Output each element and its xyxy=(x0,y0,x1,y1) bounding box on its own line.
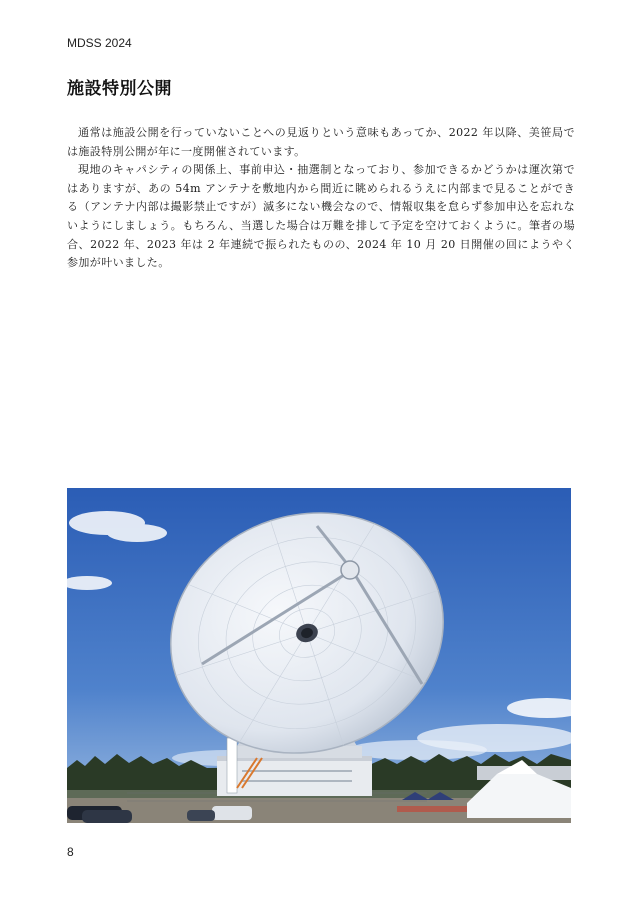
event-tent xyxy=(467,760,571,818)
section-title: 施設特別公開 xyxy=(67,79,172,99)
running-header: MDSS 2024 xyxy=(67,36,132,50)
subreflector xyxy=(341,561,359,579)
body-text xyxy=(67,124,575,273)
antenna-photo xyxy=(67,488,571,823)
paragraph: 通常は施設公開を行っていないことへの見返りという意味もあってか、2022 年以降、美笹局では施設特別公開が年に一度開催されています。 xyxy=(67,126,575,158)
page-number: 8 xyxy=(67,845,74,859)
paragraph: 現地のキャパシティの関係上、事前申込・抽選制となっており、参加できるかどうかは運次第ではありますが、あの 54m アンテナを敷地内から間近に眺められるうえに内部まで見ることができる（アンテナ内部は撮影禁止ですが）滅多にない機会なので、情報収集を怠らず参加申込を忘れないようにしましょう。もちろん、当選した場合は万難を排して予定を空けておくように。筆者の場合、2022 年、2023 年は 2 年連続で振られたものの、2024 年 10 月 20 日開催の回にようやく参加が叶いました。 xyxy=(67,163,575,270)
